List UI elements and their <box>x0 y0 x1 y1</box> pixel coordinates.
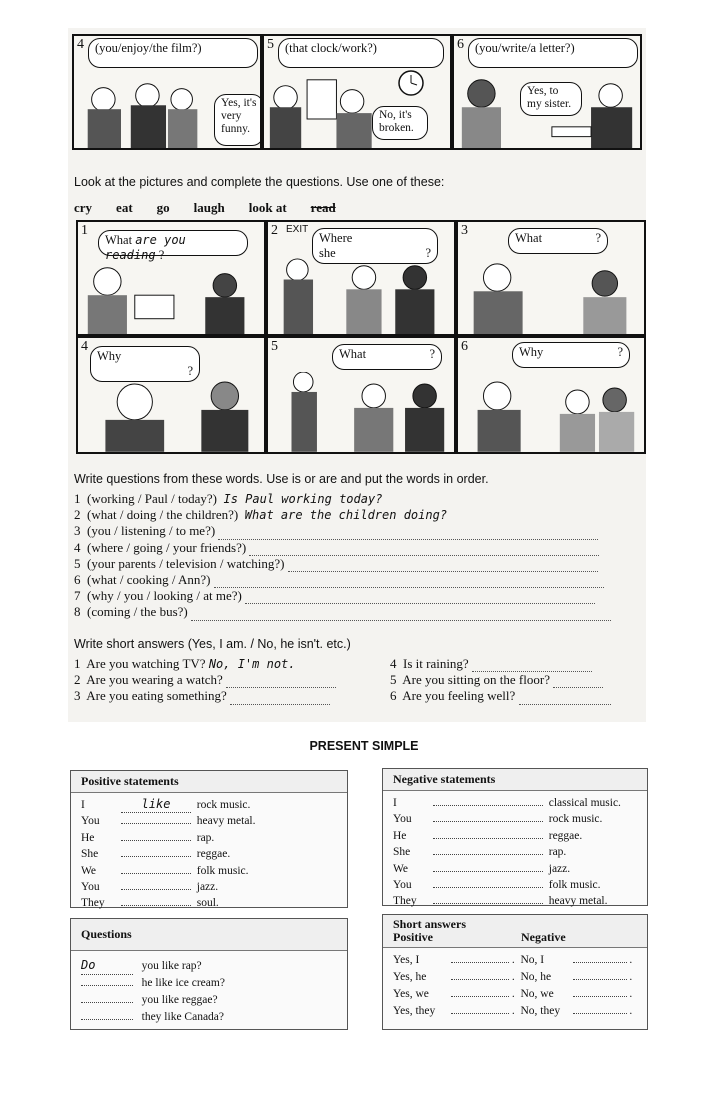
handwritten-answer[interactable]: What are the children doing? <box>244 508 448 523</box>
negative-subject: No, they <box>520 1005 561 1017</box>
mid-panel-5 <box>266 336 456 454</box>
short-answers-box <box>382 914 648 1030</box>
people-illustration <box>78 372 264 452</box>
object: rap. <box>548 846 567 859</box>
question-text: you like rap? <box>141 960 202 972</box>
prompt-bubble <box>88 38 258 68</box>
list-item <box>74 604 644 620</box>
panel-number: 4 <box>77 37 84 52</box>
questions-box <box>70 918 348 1030</box>
item-number: 1 <box>74 656 81 671</box>
verb-word: cry <box>74 200 93 215</box>
question-text: you like reggae? <box>141 994 218 1006</box>
short-answers-right <box>390 656 645 705</box>
answer-blank[interactable] <box>81 1009 133 1020</box>
list-item <box>74 491 644 507</box>
people-illustration <box>458 372 644 452</box>
item-question: Are you sitting on the floor? <box>402 672 550 688</box>
answer-blank[interactable] <box>451 1003 509 1014</box>
item-number: 2 <box>74 507 81 523</box>
object: rap. <box>196 831 215 844</box>
table-row <box>393 795 637 811</box>
verb-list <box>74 199 360 217</box>
subject: You <box>393 879 412 892</box>
bubble-end: ? <box>617 345 623 359</box>
top-panel-5 <box>262 34 452 150</box>
item-words: (coming / the bus?) <box>87 604 188 620</box>
instruction-complete: Look at the pictures and complete the questions. Use one of these: <box>74 175 445 189</box>
item-number: 6 <box>74 572 81 588</box>
answer-line[interactable] <box>230 693 330 705</box>
item-number: 6 <box>390 688 397 704</box>
answer-blank[interactable] <box>433 877 543 888</box>
prompt-bubble <box>278 38 444 68</box>
answer-blank[interactable] <box>121 813 191 824</box>
table-row <box>81 895 337 911</box>
answer-text: Yes, to my sister. <box>527 85 572 110</box>
list-item <box>74 672 374 688</box>
panel-number: 3 <box>461 223 468 238</box>
answer-blank[interactable] <box>451 969 509 980</box>
table-row <box>81 863 337 879</box>
column-negative: Negative <box>521 930 566 944</box>
bubble-word: Where <box>319 231 353 245</box>
answer-blank[interactable] <box>433 893 543 904</box>
item-number: 5 <box>390 672 397 688</box>
top-panel-4 <box>72 34 262 150</box>
item-number: 3 <box>74 688 81 704</box>
answer-blank[interactable] <box>121 846 191 857</box>
subject: He <box>81 831 95 844</box>
instruction-short-answers: Write short answers (Yes, I am. / No, he isn't. etc.) <box>74 637 351 651</box>
column-positive: Positive <box>393 930 433 944</box>
bubble-word: Why <box>519 345 544 359</box>
table-row <box>81 975 337 992</box>
answer-blank[interactable] <box>121 895 191 906</box>
answer-blank[interactable]: Do <box>81 957 133 975</box>
verb-word: laugh <box>193 200 225 215</box>
table-row <box>81 797 337 813</box>
question-text: they like Canada? <box>141 1011 225 1023</box>
panel-number: 6 <box>461 339 468 354</box>
object: classical music. <box>548 797 621 809</box>
subject: They <box>393 895 417 908</box>
object: reggae. <box>548 829 583 842</box>
item-number: 7 <box>74 588 81 604</box>
people-illustration <box>268 372 454 452</box>
answer-blank[interactable] <box>433 828 543 839</box>
question-bubble <box>512 342 630 368</box>
box-title: Positive statements <box>71 771 347 793</box>
answer-blank[interactable] <box>433 861 543 872</box>
list-item <box>74 588 644 604</box>
mid-panel-2 <box>266 220 456 336</box>
box-title: Short answers <box>393 917 467 931</box>
answer-line[interactable] <box>191 609 611 621</box>
subject: I <box>81 799 85 811</box>
people-illustration <box>264 70 450 148</box>
bubble-end: ? <box>187 364 193 378</box>
subject: She <box>81 848 99 861</box>
prompt-text: (you/enjoy/the film?) <box>95 41 202 55</box>
item-number: 4 <box>74 539 81 555</box>
prompt-text: (you/write/a letter?) <box>475 41 575 55</box>
bubble-end: ? <box>425 246 431 260</box>
bubble-word: What <box>339 347 367 361</box>
question-bubble <box>98 230 248 262</box>
list-item <box>74 572 644 588</box>
subject: I <box>393 797 397 809</box>
answer-blank[interactable] <box>573 969 627 980</box>
table-row <box>393 844 637 860</box>
subject: You <box>393 813 412 826</box>
object: rock music. <box>548 813 603 826</box>
object: reggae. <box>196 848 231 861</box>
positive-subject: Yes, I <box>393 954 420 966</box>
negative-subject: No, I <box>520 954 545 966</box>
table-row <box>393 893 637 909</box>
verb-word: go <box>156 200 170 215</box>
subject: They <box>81 897 105 910</box>
mid-panel-3 <box>456 220 646 336</box>
panel-number: 6 <box>457 37 464 52</box>
answer-blank[interactable] <box>121 863 191 874</box>
table-row <box>81 830 337 846</box>
people-illustration <box>268 256 454 334</box>
top-panel-6 <box>452 34 642 150</box>
answer-line[interactable] <box>249 544 599 556</box>
positive-subject: Yes, he <box>393 971 427 983</box>
item-number: 1 <box>74 491 81 506</box>
instruction-write-questions: Write questions from these words. Use is or are and put the words in order. <box>74 472 489 486</box>
list-item <box>74 523 644 539</box>
question-list <box>74 491 644 621</box>
item-question: Is it raining? <box>403 656 469 671</box>
list-item <box>390 688 645 704</box>
verb-word: read <box>310 200 336 215</box>
answer-line[interactable] <box>245 592 595 604</box>
item-words: (your parents / television / watching?) <box>87 555 285 571</box>
item-number: 8 <box>74 604 81 620</box>
people-illustration <box>74 70 260 148</box>
people-illustration <box>78 256 264 334</box>
answer-line[interactable] <box>226 676 336 688</box>
verb-word: eat <box>116 200 133 215</box>
answer-blank[interactable]: like <box>121 797 191 813</box>
table-row <box>393 811 637 827</box>
answer-line[interactable] <box>553 676 603 688</box>
table-row <box>81 957 337 975</box>
table-row <box>81 813 337 829</box>
object: heavy metal. <box>548 895 608 908</box>
bubble-word: What <box>515 231 543 245</box>
item-number: 5 <box>74 555 81 571</box>
prompt-text: (that clock/work?) <box>285 41 377 55</box>
box-header <box>383 915 647 948</box>
answer-blank[interactable] <box>573 986 627 997</box>
item-number: 2 <box>74 672 81 688</box>
subject: We <box>393 862 409 875</box>
handwritten-answer: are you reading <box>105 233 186 262</box>
answer-text: Yes, it's very funny. <box>221 97 257 135</box>
bubble-end: ? <box>595 231 601 245</box>
question-bubble <box>508 228 608 254</box>
list-item <box>74 507 644 523</box>
positive-subject: Yes, they <box>393 1005 436 1017</box>
answer-blank[interactable] <box>121 879 191 890</box>
list-item <box>74 656 374 672</box>
answer-blank[interactable] <box>451 986 509 997</box>
answer-blank[interactable] <box>433 811 543 822</box>
table-row <box>81 1009 337 1026</box>
answer-line[interactable] <box>214 576 604 588</box>
item-question: Are you feeling well? <box>402 688 516 704</box>
answer-blank[interactable] <box>451 952 509 963</box>
table-row: Yes, they . No, they . <box>393 1003 637 1020</box>
answer-blank[interactable] <box>81 992 133 1003</box>
bubble-end: ? <box>158 248 165 262</box>
panel-number: 2 <box>271 223 278 238</box>
item-words: (working / Paul / today?) <box>87 491 217 506</box>
people-illustration <box>454 70 640 148</box>
object: folk music. <box>196 864 249 877</box>
subject: She <box>393 846 411 859</box>
mid-panel-6 <box>456 336 646 454</box>
people-illustration <box>458 256 644 334</box>
item-number: 3 <box>74 523 81 539</box>
item-words: (where / going / your friends?) <box>87 539 247 555</box>
short-answers-left <box>74 656 374 705</box>
handwritten-answer[interactable]: Is Paul working today? <box>223 492 383 506</box>
table-row <box>81 992 337 1009</box>
item-question: Are you wearing a watch? <box>86 672 223 688</box>
panel-number: 5 <box>267 37 274 52</box>
positive-statements-box <box>70 770 348 908</box>
table-row <box>393 861 637 877</box>
negative-statements-box <box>382 768 648 906</box>
prompt-bubble <box>468 38 638 68</box>
item-question: Are you eating something? <box>86 688 227 704</box>
object: folk music. <box>548 879 601 892</box>
table-row: Yes, I . No, I . <box>393 952 637 969</box>
object: jazz. <box>196 881 219 894</box>
answer-line[interactable] <box>519 693 611 705</box>
subject: We <box>81 864 97 877</box>
item-words: (what / doing / the children?) <box>87 507 239 523</box>
answer-blank[interactable] <box>433 795 543 806</box>
answer-blank[interactable] <box>573 1003 627 1014</box>
list-item <box>74 688 374 704</box>
object: heavy metal. <box>196 815 256 828</box>
panel-number: 1 <box>81 223 88 238</box>
item-words: (what / cooking / Ann?) <box>87 572 211 588</box>
answer-line[interactable] <box>218 528 598 540</box>
answer-text: No, it's broken. <box>379 109 414 134</box>
table-row: Yes, we . No, we . <box>393 986 637 1003</box>
panel-number: 4 <box>81 339 88 354</box>
question-text: he like ice cream? <box>141 977 225 989</box>
item-words: (you / listening / to me?) <box>87 523 216 539</box>
negative-subject: No, we <box>520 988 554 1000</box>
subject: You <box>81 881 100 894</box>
bubble-word-2: she <box>319 246 336 260</box>
verb-word: look at <box>248 200 287 215</box>
answer-line[interactable] <box>472 660 592 672</box>
box-title: Questions <box>71 919 347 951</box>
table-row <box>81 846 337 862</box>
question-bubble <box>332 344 442 370</box>
list-item <box>74 540 644 556</box>
positive-subject: Yes, we <box>393 988 429 1000</box>
negative-subject: No, he <box>520 971 552 983</box>
bubble-word: Why <box>97 349 122 363</box>
object: jazz. <box>548 862 571 875</box>
bubble-end: ? <box>429 347 435 361</box>
section-title: PRESENT SIMPLE <box>309 739 419 753</box>
panel-number: 5 <box>271 339 278 354</box>
item-number: 4 <box>390 656 397 671</box>
answer-blank[interactable] <box>433 844 543 855</box>
mid-panel-4 <box>76 336 266 454</box>
handwritten-answer[interactable]: No, I'm not. <box>208 657 296 671</box>
table-row <box>81 879 337 895</box>
list-item <box>390 672 645 688</box>
box-title: Negative statements <box>383 769 647 791</box>
subject: He <box>393 829 407 842</box>
answer-blank[interactable] <box>81 975 133 986</box>
item-words: (why / you / looking / at me?) <box>87 588 242 604</box>
object: rock music. <box>196 799 251 811</box>
bubble-word: What <box>105 233 133 247</box>
table-row <box>393 877 637 893</box>
item-question: Are you watching TV? <box>86 656 206 671</box>
table-row: Yes, he . No, he . <box>393 969 637 986</box>
object: soul. <box>196 897 219 910</box>
list-item <box>74 556 644 572</box>
list-item <box>390 656 645 672</box>
subject: You <box>81 815 100 828</box>
table-row <box>393 828 637 844</box>
exit-sign: EXIT <box>286 224 309 235</box>
answer-blank[interactable] <box>121 830 191 841</box>
answer-line[interactable] <box>288 560 598 572</box>
mid-panel-1 <box>76 220 266 336</box>
answer-blank[interactable] <box>573 952 627 963</box>
